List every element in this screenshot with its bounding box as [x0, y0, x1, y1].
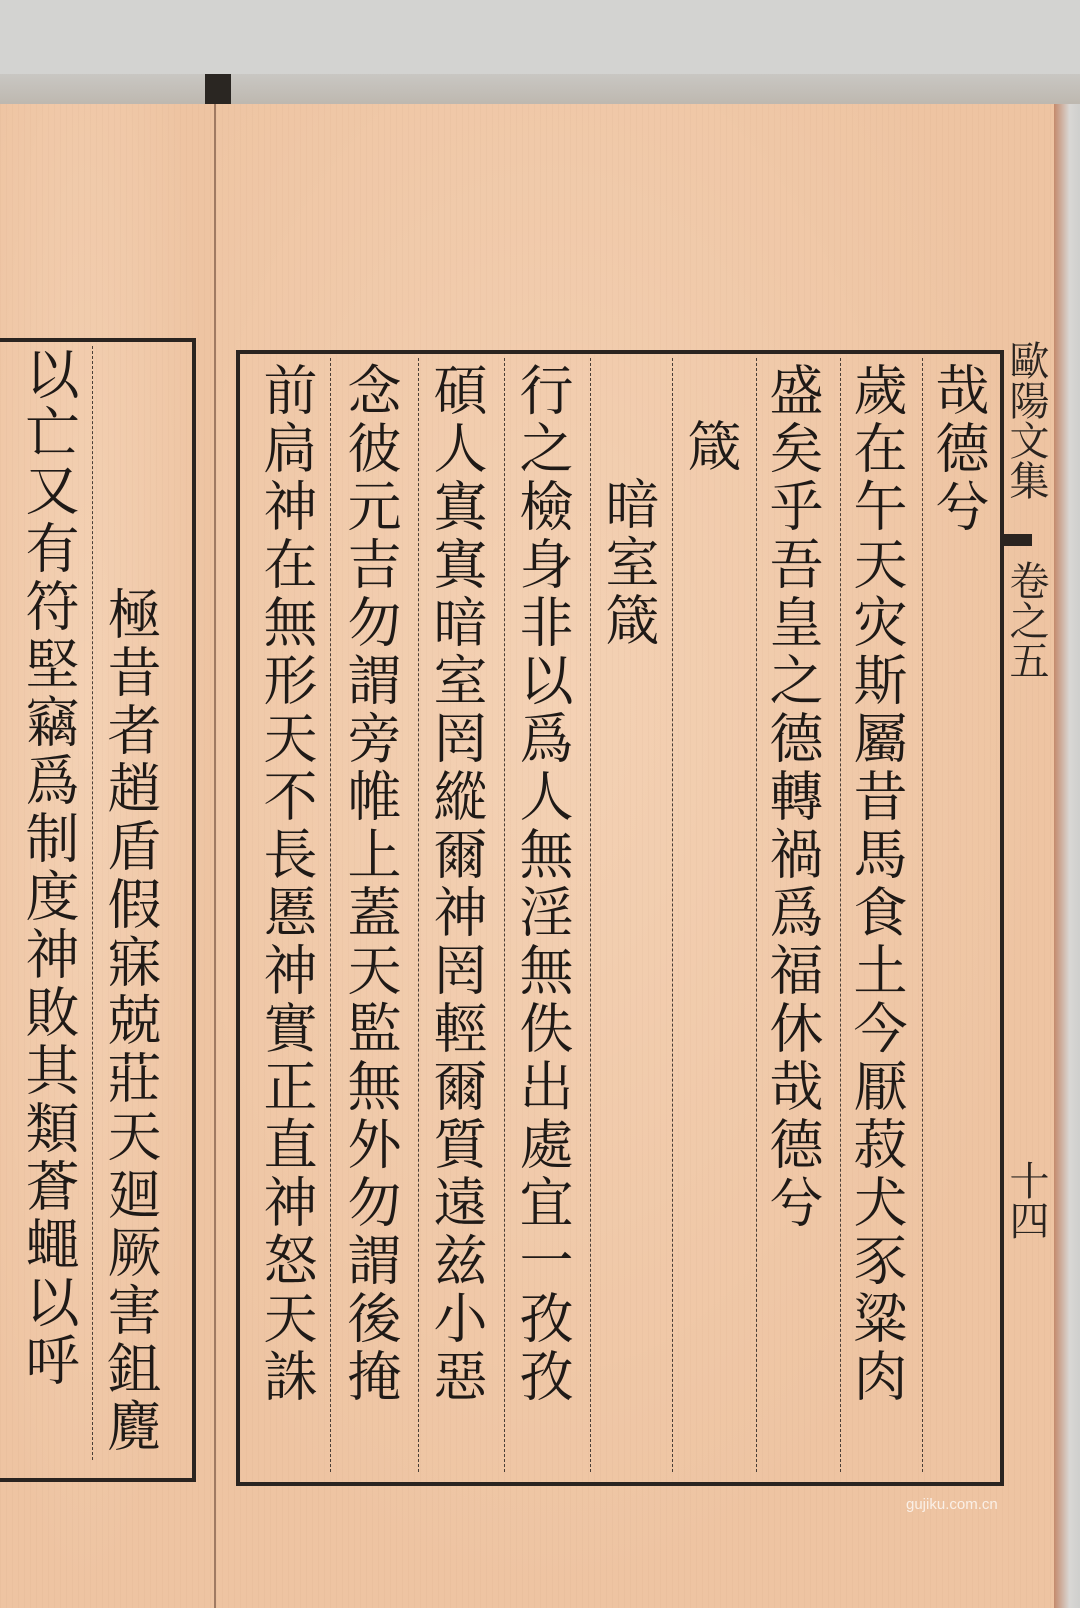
text-column-4: 箴 [679, 418, 742, 476]
left-column-1: 極昔者趙盾假寐兢莊天廻厥害鉏麑 [99, 586, 162, 1456]
top-shadow [0, 74, 1080, 106]
text-column-9: 前扃神在無形天不長慝神實正直神怒天誅 [255, 362, 318, 1406]
column-rule [672, 358, 673, 1472]
text-column-5: 暗室箴 [597, 476, 660, 650]
watermark: gujiku.com.cn [906, 1496, 998, 1513]
text-column-7: 碩人寘寘暗室罔縱爾神罔輕爾質遠兹小惡 [425, 362, 488, 1406]
header-volume: 卷之五 [1003, 560, 1049, 680]
spine-tab [205, 74, 231, 104]
column-rule [590, 358, 591, 1472]
column-rule [922, 358, 923, 1472]
text-column-6: 行之檢身非以爲人無淫無佚出處宜一孜孜 [511, 362, 574, 1406]
page-edge [1054, 104, 1080, 1608]
fishtail-mark [1004, 534, 1032, 546]
page-number: 十四 [1003, 1160, 1049, 1240]
header-title: 歐陽文集 [1003, 340, 1049, 500]
column-rule [840, 358, 841, 1472]
column-rule [418, 358, 419, 1472]
column-rule [330, 358, 331, 1472]
column-rule [756, 358, 757, 1472]
left-column-rule [92, 346, 93, 1460]
column-rule [504, 358, 505, 1472]
left-column-2: 以亡又有符堅竊爲制度神敗其類蒼蠅以呼 [17, 346, 80, 1390]
text-column-8: 念彼元吉勿謂旁帷上蓋天監無外勿謂後掩 [339, 362, 402, 1406]
text-column-2: 歲在午天灾斯屬昔馬食土今厭菽犬豕粱肉 [845, 362, 908, 1406]
text-column-3: 盛矣乎吾皇之德轉禍爲福休哉德兮 [761, 362, 824, 1232]
text-column-1: 哉德兮 [927, 362, 990, 536]
